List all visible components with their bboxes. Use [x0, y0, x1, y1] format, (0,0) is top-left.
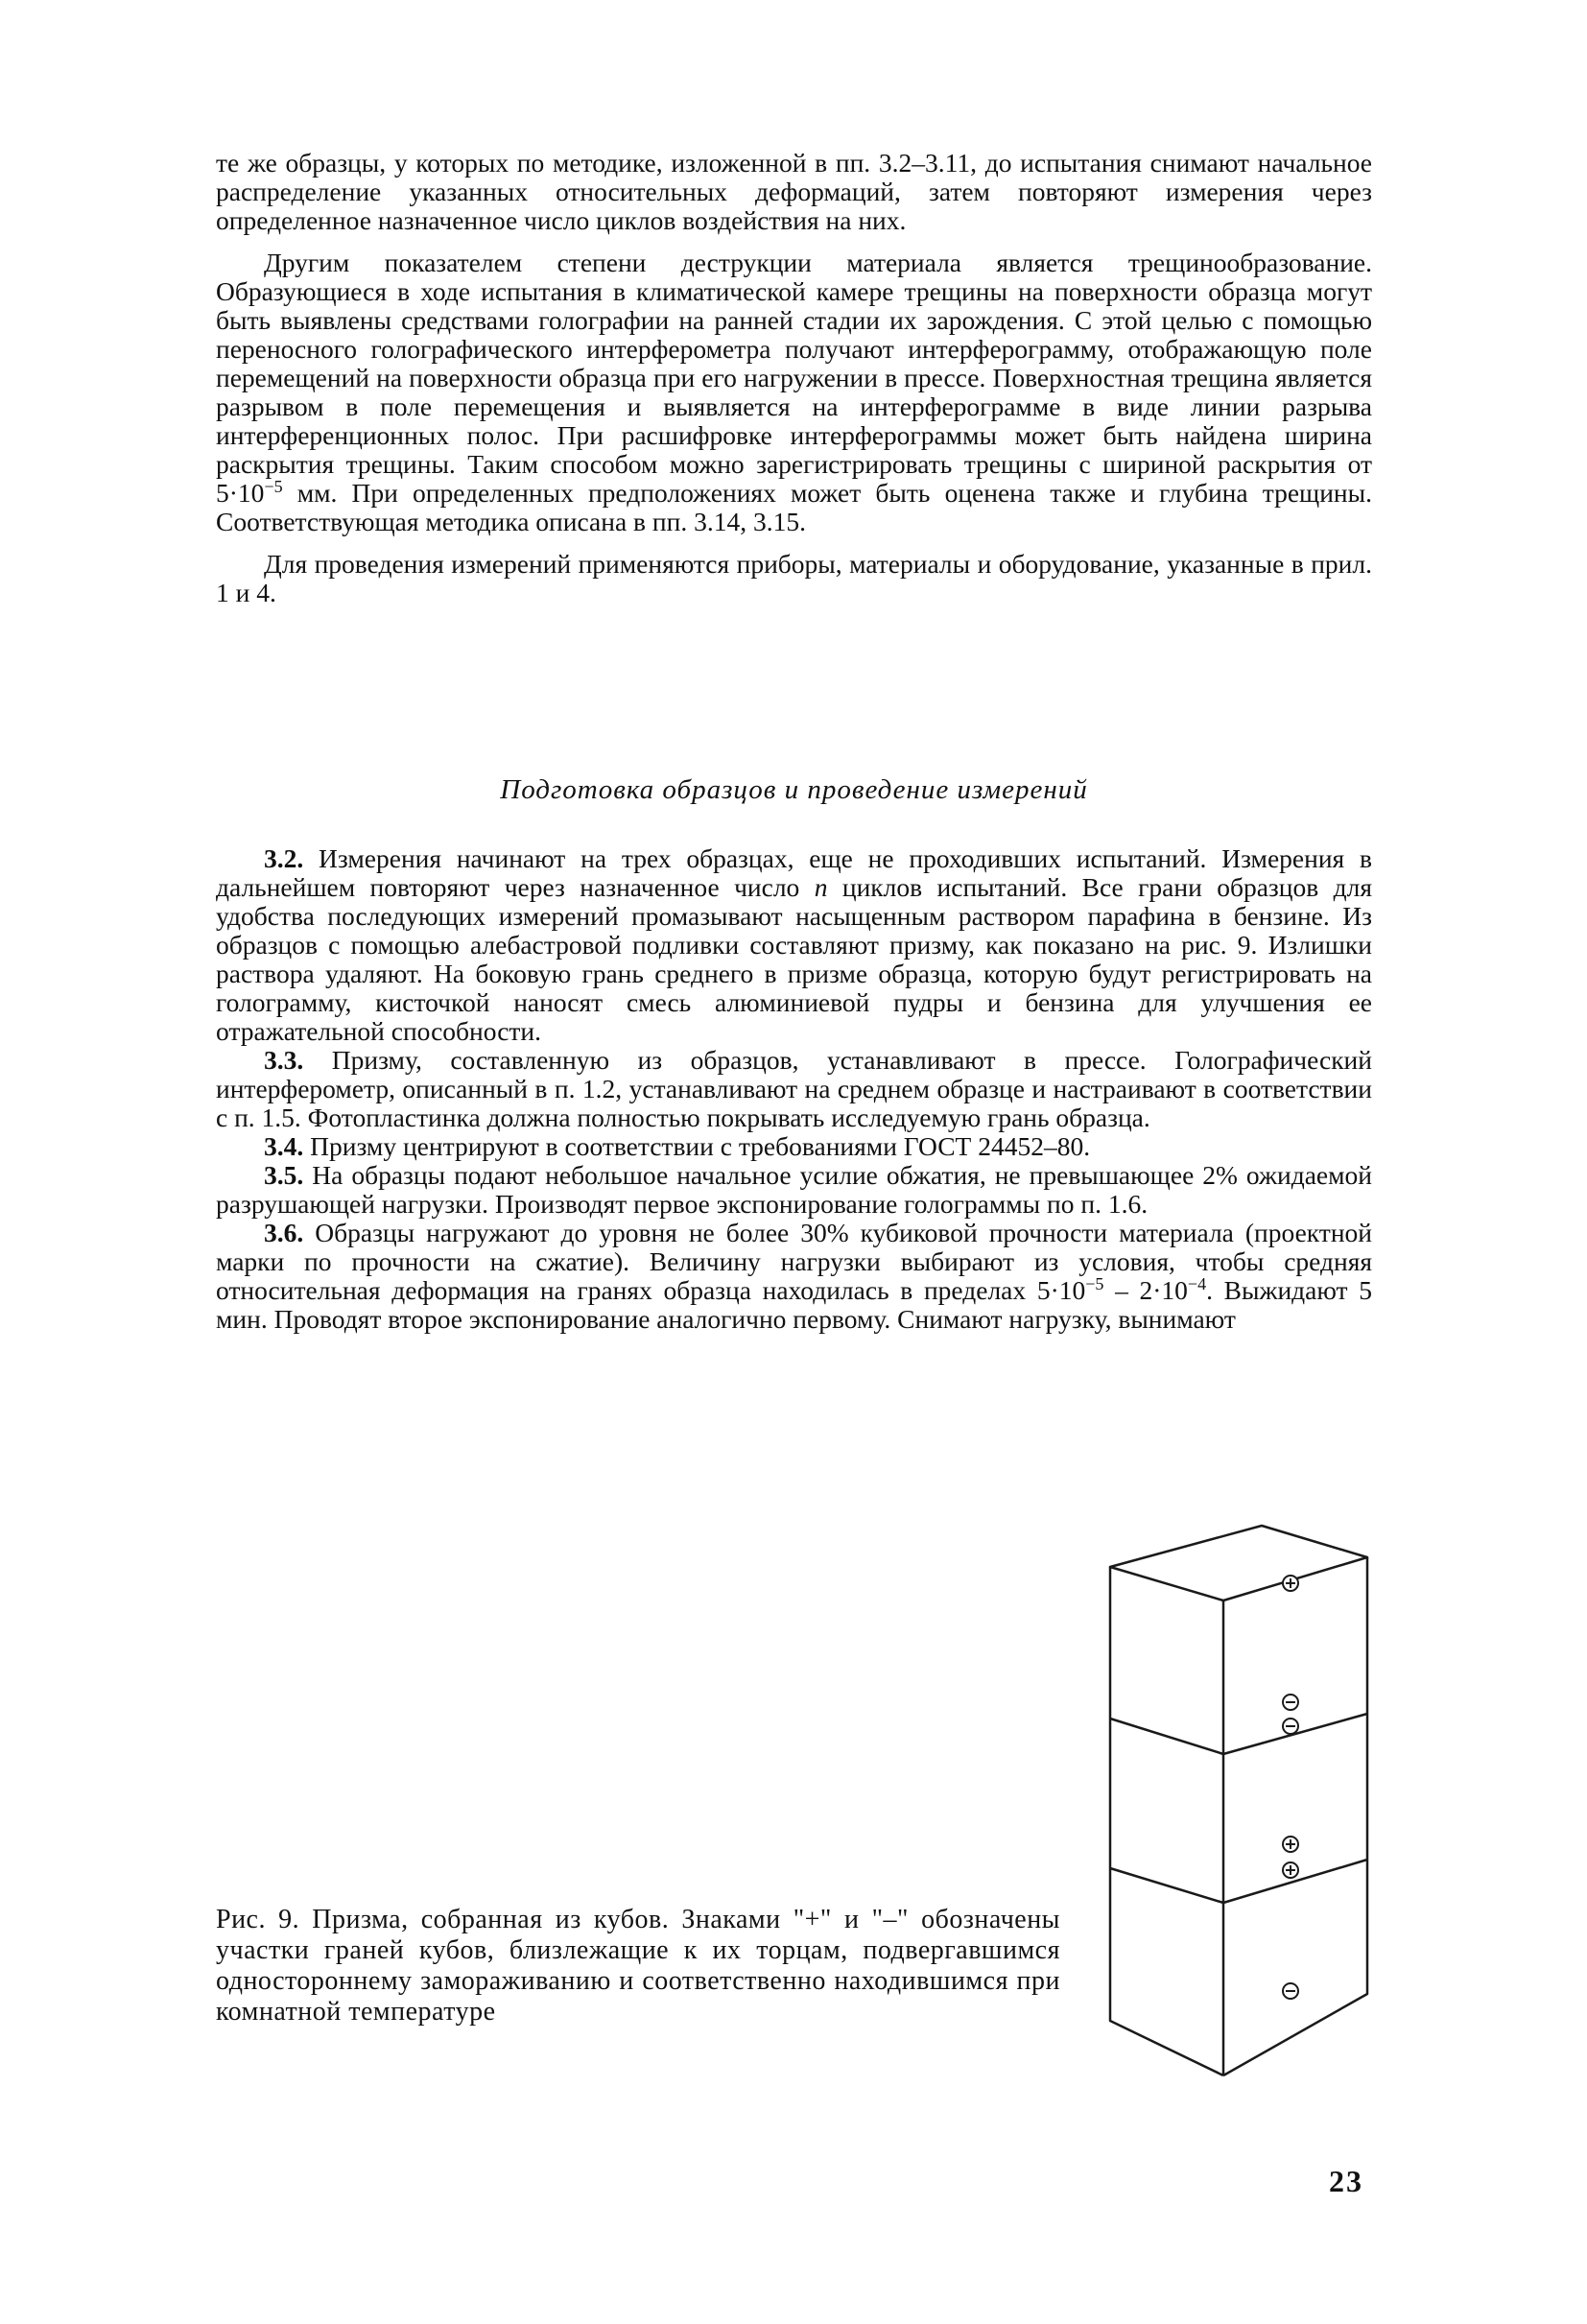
item-3-5: 3.5. На образцы подают небольшое начальное усилие обжатия, не превышающее 2% ожидаемой разрушающей нагрузки. Производят первое экспонирование голограммы по п. 1.6. [216, 1160, 1372, 1219]
intro-text [216, 149, 1372, 607]
cube-division-lower [1110, 1860, 1367, 1903]
item-3-4: 3.4. Призму центрируют в соответствии с требованиями ГОСТ 24452–80. [264, 1131, 1091, 1161]
minus-sign-icon [1283, 1719, 1298, 1734]
item-3-6: 3.6. Образцы нагружают до уровня не более 30% кубиковой прочности материала (проектной марки по прочности на сжатие). Величину нагрузки выбирают из условия, чтобы средняя относительная деформация на гранях образца находилась в пределах $5\cdot 10^{-5} - 2\cdot 10^{-4}$. Выжидают 5 мин. Проводят второе экспонирование аналогично первому. Снимают нагрузку, вынимают [216, 1218, 1372, 1334]
minus-sign-icon [1283, 1695, 1298, 1710]
section-heading: Подготовка образцов и проведение измерений [500, 774, 1088, 805]
plus-sign-icon [1283, 1837, 1298, 1852]
cube-division-upper [1110, 1714, 1367, 1754]
prism-top-face [1110, 1526, 1367, 1601]
minus-sign-icon [1283, 1983, 1298, 1999]
paragraph-continuation: те же образцы, у которых по методике, изложенной в пп. 3.2–3.11, до испытания снимают начальное распределение указанных относительных деформаций, затем повторяют измерения через определенное назначенное число циклов воздействия на них. [216, 148, 1372, 235]
prism-front-left-edge [1110, 1567, 1223, 2075]
paragraph-crack-formation: Другим показателем степени деструкции материала является трещинообразование. Образующиеся в ходе испытания в климатической камере трещины на поверхности образца могут быть выявлены средствами голографии на ранней стадии их зарождения. С этой целью с помощью переносного голографического интерферометра получают интерферограмму, отображающую поле перемещений на поверхности образца при его нагружении в прессе. Поверхностная трещина является разрывом в поле перемещения и выявляется на интерферограмме в виде линии разрыва интерференционных полос. При расшифровке интерферограммы может быть найдена ширина раскрытия трещины. Таким способом можно зарегистрировать трещины с шириной раскрытия от $5\cdot 10^{-5}$ мм. При определенных предположениях может быть оценена также и глубина трещины. Соответствующая методика описана в пп. 3.14, 3.15. [216, 248, 1372, 536]
page-number: 23 [1329, 2164, 1363, 2198]
item-3-2: 3.2. Измерения начинают на трех образцах, еще не проходивших испытаний. Измерения в дальнейшем повторяют через назначенное число n циклов испытаний. Все грани образцов для удобства последующих измерений промазывают насыщенным раствором парафина в бензине. Из образцов с помощью алебастровой подливки составляют призму, как показано на рис. 9. Излишки раствора удаляют. На боковую грань среднего в призме образца, которую будут регистрировать на голограмму, кисточкой наносят смесь алюминиевой пудры и бензина для улучшения ее отражательной способности. [216, 843, 1372, 1046]
paragraph-instruments: Для проведения измерений применяются приборы, материалы и оборудование, указанные в прил. 1 и 4. [216, 549, 1372, 607]
figure-caption: Рис. 9. Призма, собранная из кубов. Знаками "+" и "–" обозначены участки граней кубов, близлежащие к их торцам, подвергавшимся одностороннему замораживанию и соответственно находившимся при комнатной температуре [216, 1905, 1060, 2027]
plus-sign-icon [1283, 1862, 1298, 1878]
item-3-3: 3.3. Призму, составленную из образцов, устанавливают в прессе. Голографический интерферометр, описанный в п. 1.2, устанавливают на среднем образце и настраивают в соответствии с п. 1.5. Фотопластинка должна полностью покрывать исследуемую грань образца. [216, 1045, 1372, 1132]
numbered-items [216, 844, 1372, 1334]
plus-sign-icon [1283, 1576, 1298, 1591]
prism-figure [1099, 1514, 1377, 2090]
